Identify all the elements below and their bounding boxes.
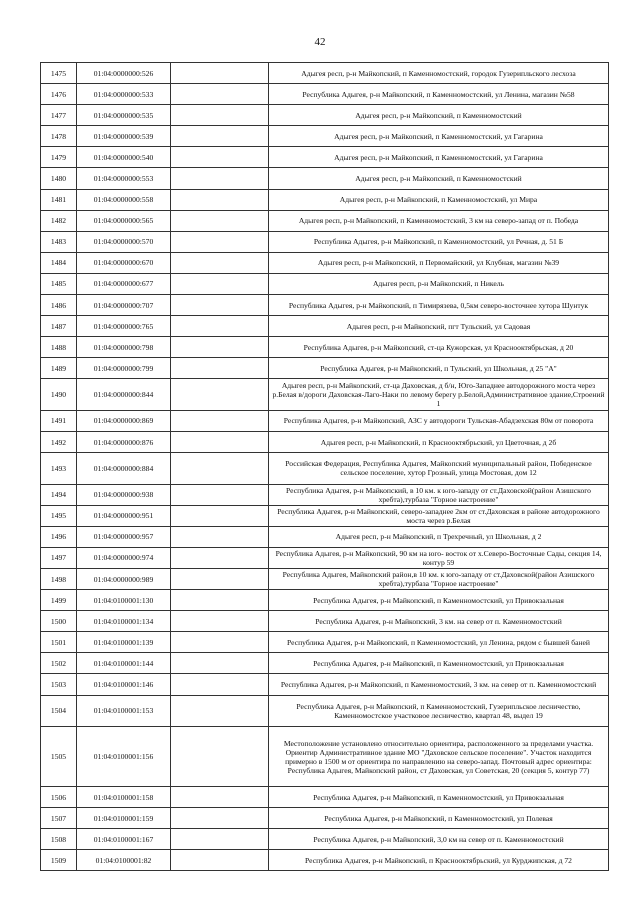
cadastral-number-cell: 01:04:0100001:134 bbox=[77, 611, 171, 632]
cadastral-number-cell: 01:04:0000000:558 bbox=[77, 189, 171, 210]
address-cell: Адыгея респ, р-н Майкопский, п Каменномостский, 3 км на северо-запад от п. Победа bbox=[269, 210, 609, 231]
address-cell: Республика Адыгея, р-н Майкопский, п Каменномостский, ул Ленина, рядом с бывшей баней bbox=[269, 632, 609, 653]
row-number-cell: 1508 bbox=[41, 829, 77, 850]
empty-cell bbox=[171, 147, 269, 168]
address-cell: Адыгея респ, р-н Майкопский, ст-ца Даховская, д б/н, Юго-Западнее автодорожного моста через р.Белая в/дороги Даховская-Лаго-Наки по левому берегу р.Белой,Административное здание,Строений 1 bbox=[269, 379, 609, 411]
empty-cell bbox=[171, 126, 269, 147]
row-number-cell: 1492 bbox=[41, 432, 77, 453]
cadastral-number-cell: 01:04:0000000:951 bbox=[77, 505, 171, 526]
address-cell: Республика Адыгея, Майкопский район,в 10 км. к юго-западу от ст.Даховской(район Азишского хребта),турбаза "Горное настроение" bbox=[269, 568, 609, 589]
empty-cell bbox=[171, 850, 269, 871]
row-number-cell: 1498 bbox=[41, 568, 77, 589]
table-row bbox=[41, 453, 609, 485]
row-number-cell: 1480 bbox=[41, 168, 77, 189]
row-number-cell: 1488 bbox=[41, 337, 77, 358]
row-number-cell: 1506 bbox=[41, 787, 77, 808]
registry-body bbox=[41, 63, 609, 871]
address-cell: Республика Адыгея, р-н Майкопский, п Каменномостский, ул Привокзальная bbox=[269, 590, 609, 611]
address-cell: Республика Адыгея, р-н Майкопский, п Каменномостский, Гузерипльское лесничество, Каменномостское участковое лесничество, квартал 48, выдел 19 bbox=[269, 695, 609, 727]
empty-cell bbox=[171, 547, 269, 568]
cadastral-number-cell: 01:04:0100001:156 bbox=[77, 727, 171, 787]
address-cell: Республика Адыгея, р-н Майкопский, 3 км. на север от п. Каменномостский bbox=[269, 611, 609, 632]
row-number-cell: 1501 bbox=[41, 632, 77, 653]
cadastral-number-cell: 01:04:0100001:82 bbox=[77, 850, 171, 871]
table-row bbox=[41, 273, 609, 294]
cadastral-number-cell: 01:04:0000000:957 bbox=[77, 526, 171, 547]
address-cell: Адыгея респ, р-н Майкопский, п Каменномостский bbox=[269, 168, 609, 189]
address-cell: Адыгея респ, р-н Майкопский, п Каменномостский, ул Мира bbox=[269, 189, 609, 210]
empty-cell bbox=[171, 632, 269, 653]
table-row bbox=[41, 105, 609, 126]
row-number-cell: 1497 bbox=[41, 547, 77, 568]
table-row bbox=[41, 568, 609, 589]
table-row bbox=[41, 505, 609, 526]
table-row bbox=[41, 189, 609, 210]
empty-cell bbox=[171, 84, 269, 105]
row-number-cell: 1496 bbox=[41, 526, 77, 547]
table-row bbox=[41, 590, 609, 611]
table-row bbox=[41, 611, 609, 632]
cadastral-number-cell: 01:04:0000000:798 bbox=[77, 337, 171, 358]
row-number-cell: 1499 bbox=[41, 590, 77, 611]
address-cell: Республика Адыгея, р-н Майкопский, 3,0 км на север от п. Каменномостский bbox=[269, 829, 609, 850]
table-row bbox=[41, 410, 609, 431]
empty-cell bbox=[171, 526, 269, 547]
address-cell: Республика Адыгея, р-н Майкопский, п Тимирязева, 0,5км северо-восточнее хутора Шунтук bbox=[269, 295, 609, 316]
cadastral-number-cell: 01:04:0000000:876 bbox=[77, 432, 171, 453]
table-row bbox=[41, 653, 609, 674]
table-row bbox=[41, 126, 609, 147]
row-number-cell: 1479 bbox=[41, 147, 77, 168]
cadastral-number-cell: 01:04:0000000:533 bbox=[77, 84, 171, 105]
empty-cell bbox=[171, 505, 269, 526]
row-number-cell: 1500 bbox=[41, 611, 77, 632]
cadastral-number-cell: 01:04:0100001:159 bbox=[77, 808, 171, 829]
cadastral-number-cell: 01:04:0100001:167 bbox=[77, 829, 171, 850]
cadastral-number-cell: 01:04:0000000:938 bbox=[77, 484, 171, 505]
address-cell: Республика Адыгея, р-н Майкопский, п Каменномостский, 3 км. на север от п. Каменномостский bbox=[269, 674, 609, 695]
row-number-cell: 1491 bbox=[41, 410, 77, 431]
cadastral-number-cell: 01:04:0100001:144 bbox=[77, 653, 171, 674]
table-row bbox=[41, 210, 609, 231]
row-number-cell: 1494 bbox=[41, 484, 77, 505]
address-cell: Российская Федерация, Республика Адыгея, Майкопский муниципальный район, Победенское сельское поселение, хутор Грозный, улица Мостовая, дом 12 bbox=[269, 453, 609, 485]
table-row bbox=[41, 252, 609, 273]
row-number-cell: 1481 bbox=[41, 189, 77, 210]
table-row bbox=[41, 632, 609, 653]
address-cell: Адыгея респ, р-н Майкопский, п Краснооктябрьский, ул Цветочная, д 2б bbox=[269, 432, 609, 453]
cadastral-number-cell: 01:04:0100001:130 bbox=[77, 590, 171, 611]
empty-cell bbox=[171, 105, 269, 126]
empty-cell bbox=[171, 590, 269, 611]
address-cell: Адыгея респ, р-н Майкопский, п Никель bbox=[269, 273, 609, 294]
table-row bbox=[41, 547, 609, 568]
cadastral-number-cell: 01:04:0000000:570 bbox=[77, 231, 171, 252]
address-cell: Республика Адыгея, р-н Майкопский, п Каменномостский, ул Привокзальная bbox=[269, 787, 609, 808]
address-cell: Адыгея респ, р-н Майкопский, п Трехречный, ул Школьная, д 2 bbox=[269, 526, 609, 547]
address-cell: Адыгея респ, р-н Майкопский, п Каменномостский bbox=[269, 105, 609, 126]
table-row bbox=[41, 379, 609, 411]
empty-cell bbox=[171, 210, 269, 231]
cadastral-number-cell: 01:04:0100001:158 bbox=[77, 787, 171, 808]
cadastral-number-cell: 01:04:0000000:540 bbox=[77, 147, 171, 168]
table-row bbox=[41, 316, 609, 337]
empty-cell bbox=[171, 695, 269, 727]
row-number-cell: 1477 bbox=[41, 105, 77, 126]
address-cell: Республика Адыгея, р-н Майкопский, п Тульский, ул Школьная, д 25 "А" bbox=[269, 358, 609, 379]
cadastral-number-cell: 01:04:0000000:565 bbox=[77, 210, 171, 231]
row-number-cell: 1495 bbox=[41, 505, 77, 526]
address-cell: Республика Адыгея, р-н Майкопский, п Каменномостский, ул Ленина, магазин №58 bbox=[269, 84, 609, 105]
cadastral-number-cell: 01:04:0000000:677 bbox=[77, 273, 171, 294]
empty-cell bbox=[171, 787, 269, 808]
cadastral-number-cell: 01:04:0000000:526 bbox=[77, 63, 171, 84]
address-cell: Республика Адыгея, р-н Майкопский, п Краснооктябрьский, ул Курджипская, д 72 bbox=[269, 850, 609, 871]
empty-cell bbox=[171, 316, 269, 337]
row-number-cell: 1484 bbox=[41, 252, 77, 273]
cadastral-number-cell: 01:04:0100001:139 bbox=[77, 632, 171, 653]
row-number-cell: 1509 bbox=[41, 850, 77, 871]
address-cell: Республика Адыгея, р-н Майкопский, северо-западнее 2км от ст.Даховская в районе автодорожного моста через р.Белая bbox=[269, 505, 609, 526]
row-number-cell: 1505 bbox=[41, 727, 77, 787]
empty-cell bbox=[171, 295, 269, 316]
row-number-cell: 1486 bbox=[41, 295, 77, 316]
table-row bbox=[41, 727, 609, 787]
cadastral-number-cell: 01:04:0000000:670 bbox=[77, 252, 171, 273]
table-row bbox=[41, 295, 609, 316]
row-number-cell: 1507 bbox=[41, 808, 77, 829]
empty-cell bbox=[171, 252, 269, 273]
address-cell: Республика Адыгея, р-н Майкопский, п Каменномостский, ул Речная, д. 51 Б bbox=[269, 231, 609, 252]
row-number-cell: 1476 bbox=[41, 84, 77, 105]
row-number-cell: 1490 bbox=[41, 379, 77, 411]
row-number-cell: 1504 bbox=[41, 695, 77, 727]
address-cell: Республика Адыгея, р-н Майкопский, 90 км на юго- восток от х.Северо-Восточные Сады, секция 14, контур 59 bbox=[269, 547, 609, 568]
table-row bbox=[41, 787, 609, 808]
empty-cell bbox=[171, 484, 269, 505]
address-cell: Адыгея респ, р-н Майкопский, п Каменномостский, ул Гагарина bbox=[269, 147, 609, 168]
table-row bbox=[41, 695, 609, 727]
cadastral-number-cell: 01:04:0100001:146 bbox=[77, 674, 171, 695]
address-cell: Адыгея респ, р-н Майкопский, п Первомайский, ул Клубная, магазин №39 bbox=[269, 252, 609, 273]
registry-table bbox=[40, 62, 609, 871]
empty-cell bbox=[171, 337, 269, 358]
empty-cell bbox=[171, 653, 269, 674]
address-cell: Республика Адыгея, р-н Майкопский, ст-ца Кужорская, ул Краснооктябрьская, д 20 bbox=[269, 337, 609, 358]
table-row bbox=[41, 850, 609, 871]
cadastral-number-cell: 01:04:0000000:765 bbox=[77, 316, 171, 337]
cadastral-number-cell: 01:04:0000000:884 bbox=[77, 453, 171, 485]
cadastral-number-cell: 01:04:0000000:707 bbox=[77, 295, 171, 316]
empty-cell bbox=[171, 63, 269, 84]
row-number-cell: 1493 bbox=[41, 453, 77, 485]
empty-cell bbox=[171, 432, 269, 453]
cadastral-number-cell: 01:04:0000000:799 bbox=[77, 358, 171, 379]
table-row bbox=[41, 358, 609, 379]
empty-cell bbox=[171, 453, 269, 485]
empty-cell bbox=[171, 189, 269, 210]
empty-cell bbox=[171, 611, 269, 632]
address-cell: Республика Адыгея, р-н Майкопский, в 10 км. к юго-западу от ст.Даховской(район Азишского хребта),турбаза "Горное настроение" bbox=[269, 484, 609, 505]
cadastral-number-cell: 01:04:0000000:553 bbox=[77, 168, 171, 189]
table-row bbox=[41, 808, 609, 829]
empty-cell bbox=[171, 568, 269, 589]
cadastral-number-cell: 01:04:0000000:974 bbox=[77, 547, 171, 568]
row-number-cell: 1485 bbox=[41, 273, 77, 294]
empty-cell bbox=[171, 379, 269, 411]
address-cell: Адыгея респ, р-н Майкопский, пгт Тульский, ул Садовая bbox=[269, 316, 609, 337]
row-number-cell: 1502 bbox=[41, 653, 77, 674]
cadastral-number-cell: 01:04:0000000:535 bbox=[77, 105, 171, 126]
address-cell: Адыгея респ, р-н Майкопский, п Каменномостский, ул Гагарина bbox=[269, 126, 609, 147]
table-row bbox=[41, 63, 609, 84]
row-number-cell: 1475 bbox=[41, 63, 77, 84]
address-cell: Адыгея респ, р-н Майкопский, п Каменномостский, городок Гузерипльского лесхоза bbox=[269, 63, 609, 84]
table-row bbox=[41, 231, 609, 252]
empty-cell bbox=[171, 410, 269, 431]
table-row bbox=[41, 168, 609, 189]
table-row bbox=[41, 484, 609, 505]
table-row bbox=[41, 526, 609, 547]
table-row bbox=[41, 829, 609, 850]
cadastral-number-cell: 01:04:0000000:539 bbox=[77, 126, 171, 147]
address-cell: Республика Адыгея, р-н Майкопский, АЗС у автодороги Тульская-Абадзехская 80м от поворота bbox=[269, 410, 609, 431]
cadastral-number-cell: 01:04:0100001:153 bbox=[77, 695, 171, 727]
empty-cell bbox=[171, 727, 269, 787]
page-number: 42 bbox=[314, 36, 326, 48]
address-cell: Республика Адыгея, р-н Майкопский, п Каменномостский, ул Привокзальная bbox=[269, 653, 609, 674]
row-number-cell: 1487 bbox=[41, 316, 77, 337]
address-cell: Республика Адыгея, р-н Майкопский, п Каменномостский, ул Полевая bbox=[269, 808, 609, 829]
cadastral-number-cell: 01:04:0000000:989 bbox=[77, 568, 171, 589]
table-row bbox=[41, 84, 609, 105]
table-row bbox=[41, 147, 609, 168]
empty-cell bbox=[171, 273, 269, 294]
empty-cell bbox=[171, 168, 269, 189]
empty-cell bbox=[171, 358, 269, 379]
empty-cell bbox=[171, 231, 269, 252]
table-row bbox=[41, 432, 609, 453]
cadastral-number-cell: 01:04:0000000:844 bbox=[77, 379, 171, 411]
row-number-cell: 1483 bbox=[41, 231, 77, 252]
cadastral-number-cell: 01:04:0000000:869 bbox=[77, 410, 171, 431]
row-number-cell: 1503 bbox=[41, 674, 77, 695]
row-number-cell: 1478 bbox=[41, 126, 77, 147]
empty-cell bbox=[171, 829, 269, 850]
empty-cell bbox=[171, 808, 269, 829]
table-row bbox=[41, 674, 609, 695]
table-row bbox=[41, 337, 609, 358]
row-number-cell: 1482 bbox=[41, 210, 77, 231]
empty-cell bbox=[171, 674, 269, 695]
address-cell: Местоположение установлено относительно ориентира, расположенного за пределами участка. Ориентир Административное здание МО "Даховское сельское поселение". Участок находится примерно в 1500 м от ориентира по направлению на северо-запад. Почтовый адрес ориентира: Республика Адыгея, Майкопский район, ст Даховская, ул Советская, 20 (секция 5, контур 77) bbox=[269, 727, 609, 787]
row-number-cell: 1489 bbox=[41, 358, 77, 379]
